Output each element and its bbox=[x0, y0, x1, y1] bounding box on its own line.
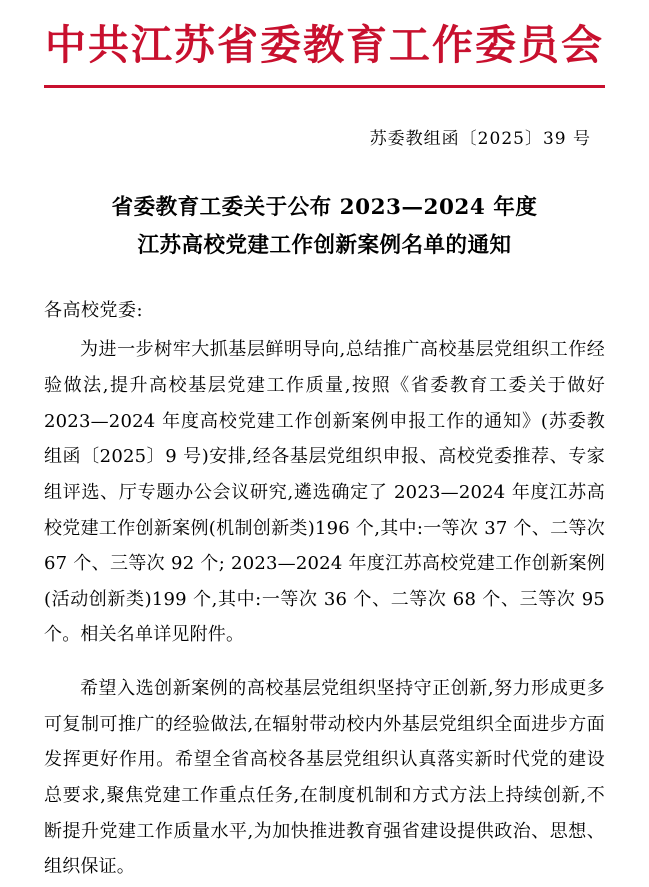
page-title bbox=[44, 189, 605, 264]
page-title-line-1: 省委教育工委关于公布 2023—2024 年度 bbox=[111, 195, 538, 221]
letterhead-organization: 中共江苏省委教育工作委员会 bbox=[45, 21, 604, 69]
body-paragraph-2: 希望入选创新案例的高校基层党组织坚持守正创新,努力形成更多可复制可推广的经验做法,在辐射带动校内外基层党组织全面进步方面发挥更好作用。希望全省高校各基层党组织认真落实新时代党的建设总要求,聚焦党建工作重点任务,在制度机制和方式方法上持续创新,不断提升党建工作质量水平,为加快推进教育强省建设提供政治、思想、组织保证。 bbox=[44, 678, 605, 878]
letterhead-divider bbox=[44, 85, 605, 88]
document-number: 苏委教组函〔2025〕39 号 bbox=[369, 129, 591, 150]
page-title-line-2: 江苏高校党建工作创新案例名单的通知 bbox=[137, 232, 512, 258]
body-paragraph-1: 为进一步树牢大抓基层鲜明导向,总结推广高校基层党组织工作经验做法,提升高校基层党建工作质量,按照《省委教育工委关于做好 2023—2024 年度高校党建工作创新案例申报工作的通知》(苏委教组函〔2025〕9 号)安排,经各基层党组织申报、高校党委推荐、专家组评选、厅专题办公会议研究,遴选确定了 2023—2024 年度江苏高校党建工作创新案例(机制创新类)196 个,其中:一等次 37 个、二等次 67 个、三等次 92 个; 2023—2024 年度江苏高校党建工作创新案例(活动创新类)199 个,其中:一等次 36 个、二等次 68 个、三等次 95 个。相关名单详见附件。 bbox=[44, 339, 605, 646]
salutation: 各高校党委: bbox=[44, 300, 144, 322]
letterhead bbox=[44, 0, 605, 88]
